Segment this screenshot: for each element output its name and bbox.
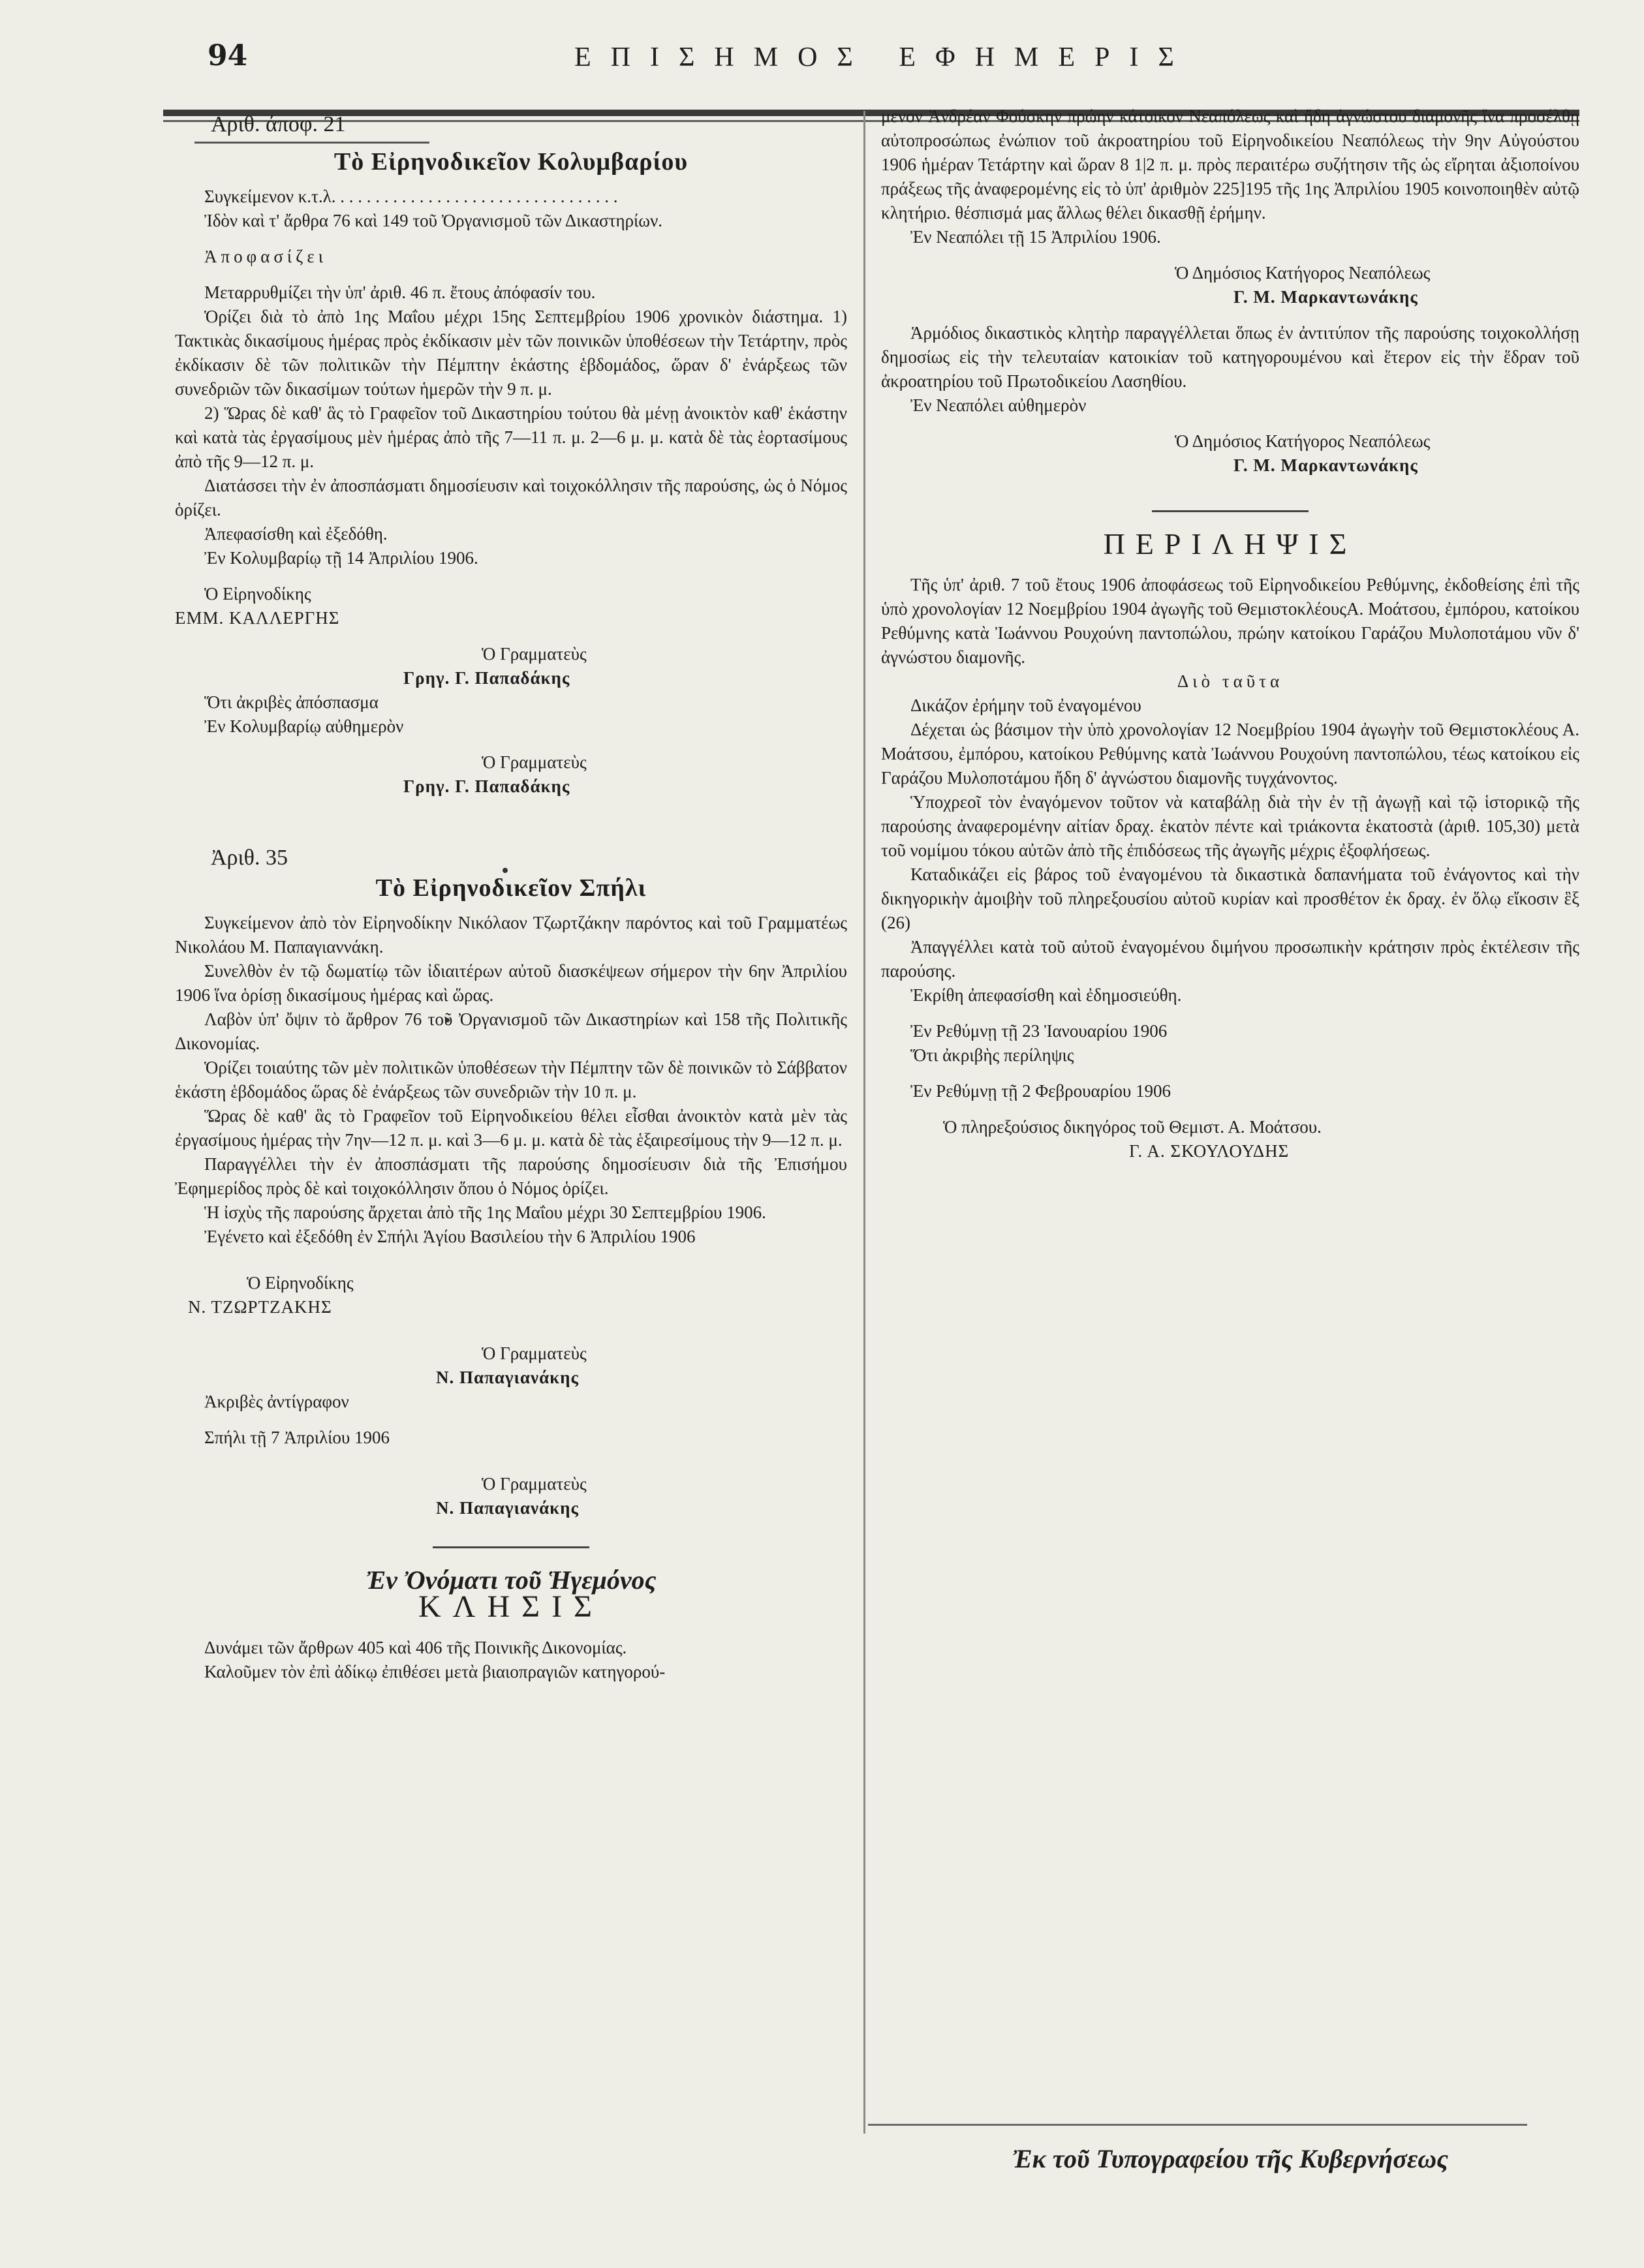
date-line: Ἐν Νεαπόλει αὐθημερὸν [910, 395, 1087, 415]
paragraph: Δυνάμει τῶν ἄρθρων 405 καὶ 406 τῆς Ποινικῆς Δικονομίας. [204, 1638, 627, 1657]
paragraph: Καλοῦμεν τὸν ἐπὶ ἀδίκῳ ἐπιθέσει μετὰ βιαιοπραγιῶν κατηγορού- [204, 1662, 666, 1681]
signature-name: Γ. Μ. Μαρκαντωνάκης [1233, 287, 1418, 307]
paragraph: Ὑποχρεοῖ τὸν ἐναγόμενον τοῦτον νὰ καταβάλῃ διὰ τὴν ἐν τῇ ἀγωγῇ καὶ τῷ ἱστορικῷ τῆς παρούσης ἀναφερομένην αἰτίαν δραχ. ἑκατὸν πέντε καὶ τριάκοντα ἑκατοστὰ (ἀριθ. 105,30) μετὰ τοῦ νομίμου τόκου αὐτῶν ἀπὸ τῆς ἐπιδόσεως τῆς ἀγωγῆς μέχρις ἐξοφλήσεως. [881, 792, 1579, 860]
paragraph: Ἰδὸν καὶ τ' ἄρθρα 76 καὶ 149 τοῦ Ὀργανισμοῦ τῶν Δικαστηρίων. [204, 211, 663, 230]
signature-name: Ν. Παπαγιανάκης [436, 1498, 579, 1518]
signature-role: Ὁ Γραμματεὺς [482, 752, 587, 772]
court-title: Τὸ Εἰρηνοδικεῖον Σπήλι [375, 874, 647, 902]
certification-date: Ἐν Κολυμβαρίῳ αὐθημερὸν [204, 716, 404, 736]
signature-role: Ὁ Γραμματεὺς [482, 644, 587, 664]
masthead: ΕΠΙΣΗΜΟΣ ΕΦΗΜΕΡΙΣ [574, 42, 1194, 72]
paragraph: Συνελθὸν ἐν τῷ δωματίῳ τῶν ἰδιαιτέρων αὐτοῦ διασκέψεων σήμερον τὴν 6ην Ἀπριλίου 1906 ἵνα ὁρίσῃ δικασίμους ἡμέρας καὶ ὥρας. [175, 961, 847, 1005]
signature-name: Ν. Παπαγιανάκης [436, 1368, 579, 1387]
summons-heading: Ἐν Ὀνόματι τοῦ Ἡγεμόνος [365, 1565, 657, 1595]
paragraph: Καταδικάζει εἰς βάρος τοῦ ἐναγομένου τὰ δικαστικὰ δαπανήματα τοῦ ἐνάγοντος καὶ τὴν δικηγορικὴν ἀμοιβὴν τοῦ πληρεξουσίου αὐτοῦ κυρίαν καὶ προσθέτον ἐκ δραχ. ἐν ὅλῳ εἴκοσιν ἓξ (26) [881, 865, 1579, 932]
paragraph: Ὥρας δὲ καθ' ἃς τὸ Γραφεῖον τοῦ Εἰρηνοδικείου θέλει εἶσθαι ἀνοικτὸν κατὰ μὲν τὰς ἐργασίμους ἡμέρας τὴν 7ην—12 π. μ. καὶ 3—6 μ. μ. κατὰ δὲ τὰς ἑξαιρεσίμους τὴν 9—12 π. μ. [175, 1106, 847, 1150]
summary [881, 527, 1579, 1163]
signature-role: Ὁ Δημόσιος Κατήγορος Νεαπόλεως [1175, 431, 1431, 451]
paragraph: Συγκείμενον ἀπὸ τὸν Εἰρηνοδίκην Νικόλαον Τζωρτζάκην παρόντος καὶ τοῦ Γραμματέως Νικολάου Μ. Παπαγιαννάκη. [175, 913, 847, 957]
paragraph: μενον Ἀνδρέαν Φούσκην πρώην κάτοικον Νεαπόλεως καὶ ἤδη ἀγνώστου διαμονῆς ἵνα προσέλθῃ αὐτοπροσώπως ἐνώπιον τοῦ ἀκροατηρίου τοῦ Εἰρηνοδικείου Νεαπόλεως τὴν 9ην Αὐγούστου 1906 ἡμέραν Τετάρτην καὶ ὥραν 8 1|2 π. μ. πρὸς περαιτέρω συζήτησιν τῆς ὡς εἴρηται ἀξιοποίνου πράξεως τῆς ἀναφερομένης εἰς τὸ ὑπ' ἀριθμὸν 225]195 τῆς 1ης Ἀπριλίου 1905 κοινοποιηθὲν αὐτῷ κλητήριο. θέσπισμά μας ἄλλως θέλει δικασθῇ ἐρήμην. [881, 106, 1579, 222]
date-line: Ἐν Κολυμβαρίῳ τῇ 14 Ἀπριλίου 1906. [204, 548, 478, 568]
summons-title: ΚΛΗΣΙΣ [418, 1589, 604, 1624]
paragraph: Τῆς ὑπ' ἀριθ. 7 τοῦ ἔτους 1906 ἀποφάσεως τοῦ Εἰρηνοδικείου Ρεθύμνης, ἐκδοθείσης ἐπὶ τῆς ὑπὸ χρονολογίαν 12 Νοεμβρίου 1904 ἀγωγῆς τοῦ ΘεμιστοκλέουςΑ. Μοάτσου, ἐμπόρου, κατοίκου Ρεθύμνης κατὰ Ἰωάννου Ρουχούνη παντοπώλου, πρώην κατοίκου Γαράζου Μυλοποτάμου νῦν δ' ἀγνώστου διαμονῆς. [881, 575, 1579, 667]
column-divider [863, 111, 865, 2134]
signature-name: Γρηγ. Γ. Παπαδάκης [403, 668, 570, 688]
page-number: 94 [208, 39, 248, 72]
paragraph: Ὁρίζει διὰ τὸ ἀπὸ 1ης Μαΐου μέχρι 15ης Σεπτεμβρίου 1906 χρονικὸν διάστημα. 1) Τακτικὰς δικασίμους ἡμέρας πρὸς ἐκδίκασιν μὲν τῶν ποινικῶν ὑποθέσεων τὴν Τετάρτην, πρὸς ἐκδίκασιν δὲ τῶν πολιτικῶν τὴν Πέμπτην ἑκάστης ἑβδομάδος, ὥραν δ' ἐνάρξεως τῶν συνεδριῶν τῶν δικασίμων τούτων ἡμερῶν τὴν 9 π. μ. [175, 307, 847, 399]
right-column [881, 104, 1579, 1163]
paragraph: Ἀπαγγέλλει κατὰ τοῦ αὐτοῦ ἐναγομένου διμήνου προσωπικὴν κράτησιν πρὸς ἐκτέλεσιν τῆς παρούσης. [881, 937, 1579, 981]
divider [194, 142, 429, 144]
signature-role: Ὁ πληρεξούσιος δικηγόρος τοῦ Θεμιστ. Α. Μοάτσου. [943, 1117, 1322, 1137]
divider [433, 1546, 589, 1548]
left-column [175, 104, 847, 1684]
decision-kolymvari [175, 112, 847, 799]
summons [175, 1565, 847, 1684]
signature-role: Ὁ Γραμματεὺς [482, 1343, 587, 1363]
date-line: Ἐν Νεαπόλει τῇ 15 Ἀπριλίου 1906. [910, 227, 1161, 247]
signature-role: Ὁ Γραμματεὺς [482, 1474, 587, 1494]
paragraph: Διατάσσει τὴν ἐν ἀποσπάσματι δημοσίευσιν καὶ τοιχοκόλλησιν τῆς παρούσης, ὡς ὁ Νόμος ὁρίζει. [175, 476, 847, 519]
paragraph: Παραγγέλλει τὴν ἐν ἀποσπάσματι τῆς παρούσης δημοσίευσιν διὰ τῆς Ἐπισήμου Ἐφημερίδος πρὸς δὲ καὶ τοιχοκόλλησιν ὅπου ὁ Νόμος ὁρίζει. [175, 1154, 847, 1198]
signature-name: Ν. ΤΖΩΡΤΖΑΚΗΣ [188, 1297, 332, 1317]
paragraph: Ὁρίζει τοιαύτης τῶν μὲν πολιτικῶν ὑποθέσεων τὴν Πέμπτην τῶν δὲ ποινικῶν τὸ Σάββατον ἑκάστη ἑβδομάδος ὥρας δὲ ἐνάρξεως τῶν συνεδριῶν τὴν 10 π. μ. [175, 1058, 847, 1101]
therefore-label: Διὸ ταῦτα [1177, 671, 1284, 691]
date-line: Ἐν Ρεθύμνῃ τῇ 2 Φεβρουαρίου 1906 [910, 1081, 1171, 1101]
signature-name: Γ. Μ. Μαρκαντωνάκης [1233, 455, 1418, 475]
paragraph: Ἁρμόδιος δικαστικὸς κλητὴρ παραγγέλλεται ὅπως ἐν ἀντιτύπον τῆς παρούσης τοιχοκολλήσῃ δημοσίως εἰς τὴν τελευταίαν κατοικίαν τοῦ κατηγορουμένου καὶ ἕτερον εἰς τὴν ἕδραν τοῦ ἀκροατηρίου τοῦ Πρωτοδικείου Λασηθίου. [881, 323, 1579, 391]
decides-label: Ἀποφασίζει [204, 247, 327, 266]
paragraph: Δικάζον ἐρήμην τοῦ ἐναγομένου [910, 696, 1141, 715]
summary-title: ΠΕΡΙΛΗΨΙΣ [1103, 527, 1357, 560]
decision-spili [175, 846, 847, 1520]
printer-imprint: Ἐκ τοῦ Τυπογραφείου τῆς Κυβερνήσεως [1012, 2144, 1448, 2173]
certification: Ἀκριβὲς ἀντίγραφον [204, 1392, 349, 1411]
paragraph: Δέχεται ὡς βάσιμον τὴν ὑπὸ χρονολογίαν 12 Νοεμβρίου 1904 ἀγωγὴν τοῦ Θεμιστοκλέους Α. Μοάτσου, ἐμπόρου, κατοίκου Ρεθύμνης κατὰ Ἰωάννου Ρουχούνη παντοπώλου, τέως κατοίκου εἰς Γαράζου Μυλοποτάμου ἤδη δ' ἀγνώστου διαμονῆς τυγχάνοντος. [881, 720, 1579, 788]
paragraph: Ἀπεφασίσθη καὶ ἐξεδόθη. [204, 524, 388, 544]
signature-name: Γρηγ. Γ. Παπαδάκης [403, 776, 570, 796]
decision-number: Ἀριθ. 35 [211, 846, 288, 870]
certification: Ὅτι ἀκριβὲς ἀπόσπασμα [204, 692, 379, 712]
signature-name: ΕΜΜ. ΚΑΛΛΕΡΓΗΣ [175, 608, 340, 628]
court-title: Τὸ Εἰρηνοδικεῖον Κολυμβαρίου [333, 148, 689, 176]
paragraph: Μεταρρυθμίζει τὴν ὑπ' ἀριθ. 46 π. ἔτους ἀπόφασίν του. [204, 283, 596, 302]
paragraph: Λαβὸν ὑπ' ὄψιν τὸ ἄρθρον 76 τοῦ Ὀργανισμοῦ τῶν Δικαστηρίων καὶ 158 τῆς Πολιτικῆς Δικονομίας. [175, 1009, 847, 1053]
decision-number: Αριθ. άποφ. 21 [211, 112, 346, 136]
summons-continued [881, 104, 1579, 478]
date-line: Ἐν Ρεθύμνῃ τῇ 23 Ἰανουαρίου 1906 [910, 1021, 1168, 1041]
paragraph: 2) Ὥρας δὲ καθ' ἃς τὸ Γραφεῖον τοῦ Δικαστηρίου τούτου θὰ μένῃ ἀνοικτὸν καθ' ἑκάστην καὶ κατὰ τὰς ἐργασίμους μὲν ἡμέρας ἀπὸ τῆς 7—11 π. μ. 2—6 μ. μ. κατὰ δὲ τὰς ἑορτασίμους ἀπὸ τῆς 9—12 π. μ. [175, 403, 847, 471]
signature-role: Ὁ Εἰρηνοδίκης [247, 1273, 354, 1293]
page-header [0, 39, 1644, 98]
paragraph: Ἐγένετο καὶ ἐξεδόθη ἐν Σπήλι Ἁγίου Βασιλείου τὴν 6 Ἀπριλίου 1906 [204, 1227, 696, 1246]
divider [1152, 510, 1309, 512]
paragraph: Ἡ ἰσχὺς τῆς παρούσης ἄρχεται ἀπὸ τῆς 1ης Μαΐου μέχρι 30 Σεπτεμβρίου 1906. [204, 1203, 766, 1222]
signature-role: Ὁ Δημόσιος Κατήγορος Νεαπόλεως [1175, 263, 1431, 283]
signature-role: Ὁ Εἰρηνοδίκης [204, 584, 311, 604]
signature-name: Γ. Α. ΣΚΟΥΛΟΥΔΗΣ [1129, 1141, 1290, 1161]
certification: Ὅτι ἀκριβὴς περίληψις [910, 1045, 1074, 1065]
paragraph: Ἐκρίθη ἀπεφασίσθη καὶ ἐδημοσιεύθη. [910, 985, 1182, 1005]
paragraph: Συγκείμενον κ.τ.λ. . . . . . . . . . . . . . . . . . . . . . . . . . . . . . . . . [204, 187, 618, 206]
divider [868, 2124, 1527, 2126]
certification-date: Σπήλι τῇ 7 Ἀπριλίου 1906 [204, 1428, 390, 1447]
